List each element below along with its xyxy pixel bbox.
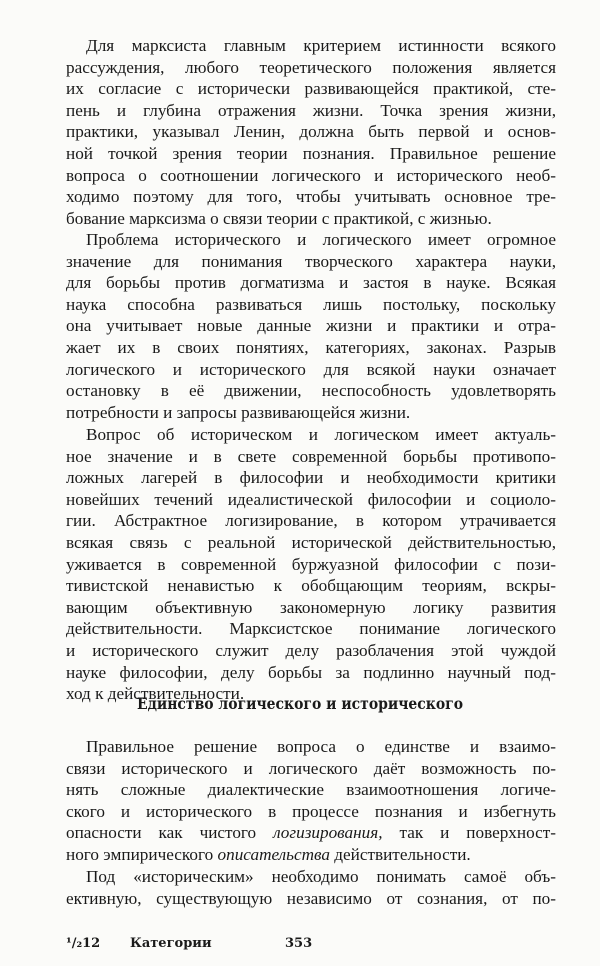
text-line: Вопрос об историческом и логическом имеет актуаль- — [86, 425, 556, 444]
text-line: действительности. Марксистское понимание логического — [66, 619, 556, 639]
text-line: гии. Абстрактное логизирование, в котором утрачивается — [66, 511, 556, 531]
text-line: практики, указывал Ленин, должна быть первой и основ- — [66, 122, 556, 142]
text-segment: так и поверхност- — [382, 823, 556, 843]
footer-short-title: Категории — [130, 936, 212, 951]
text-line: Проблема исторического и логического имеет огромное — [86, 230, 556, 249]
section-heading: Единство логического и исторического — [136, 694, 464, 713]
text-line: жает их в своих понятиях, категориях, законах. Разрыв — [66, 338, 556, 357]
text-line: науке философии, делу борьбы за подлинно научный под- — [66, 662, 556, 682]
text-line: всякая связь с реальной исторической действительностью, — [66, 533, 556, 552]
text-line — [66, 823, 556, 843]
text-line: Под «историческим» необходимо понимать самоё объ- — [86, 867, 556, 886]
text-line: ходимо поэтому для того, чтобы учитывать основное тре- — [66, 187, 556, 207]
text-line: ективную, существующую независимо от сознания, от по- — [66, 888, 556, 908]
text-line: она учитывает новые данные жизни и практики и отра- — [66, 316, 556, 336]
text-line: ложных лагерей в философии и необходимости критики — [66, 468, 556, 488]
text-line: Правильное решение вопроса о единстве и взаимо- — [86, 737, 556, 756]
text-line: Для марксиста главным критерием истинности всякого — [86, 36, 556, 55]
text-line: пень и глубина отражения жизни. Точка зрения жизни, — [66, 100, 556, 120]
text-line: их согласие с исторически развивающейся практикой, сте- — [66, 79, 556, 99]
text-line: для борьбы против догматизма и застоя в науке. Всякая — [66, 273, 556, 293]
footer-signature: ¹/₂12 — [66, 936, 101, 951]
text-line: связи исторического и логического даёт возможность по- — [66, 758, 556, 778]
text-line: ной точкой зрения теории познания. Правильное решение — [66, 144, 556, 163]
text-line: ского и исторического в процессе познания и избегнуть — [66, 801, 556, 821]
text-segment: ного эмпирического — [66, 845, 218, 864]
page-number: 353 — [285, 936, 313, 951]
text-line: тивистской ненавистью к обобщающим теориям, вскры- — [66, 576, 556, 596]
text-line: вопроса о соотношении логического и исторического необ- — [66, 165, 556, 185]
text-line: потребности и запросы развивающейся жизни. — [66, 402, 411, 422]
text-line: уживается в современной буржуазной философии с пози- — [66, 554, 556, 574]
text-line: бование марксизма о связи теории с практикой, с жизнью. — [66, 208, 492, 228]
text-line: логического и исторического для всякой науки означает — [66, 359, 556, 379]
text-line — [66, 845, 556, 865]
text-line: ход к действительности. — [66, 684, 245, 704]
text-line: и исторического служит делу разоблачения этой чуждой — [66, 641, 556, 660]
italic-term: логизирования, — [273, 823, 383, 843]
text-line: рассуждения, любого теоретического положения является — [66, 57, 556, 77]
text-line: ное значение и в свете современной борьбы противопо- — [66, 446, 556, 466]
text-line: остановку в её движении, неспособность удовлетворять — [66, 381, 556, 401]
italic-term: описательства — [217, 845, 330, 864]
text-line: наука способна развиваться лишь постольку, поскольку — [66, 294, 556, 314]
text-line: значение для понимания творческого характера науки, — [66, 251, 556, 271]
text-line: вающим объективную закономерную логику развития — [66, 597, 556, 617]
text-segment: действительности. — [329, 845, 471, 864]
text-segment: опасности как чистого — [66, 823, 274, 843]
text-line: новейших течений идеалистической философии и социоло- — [66, 489, 556, 509]
text-line: нять сложные диалектические взаимоотношения логиче- — [66, 780, 556, 800]
